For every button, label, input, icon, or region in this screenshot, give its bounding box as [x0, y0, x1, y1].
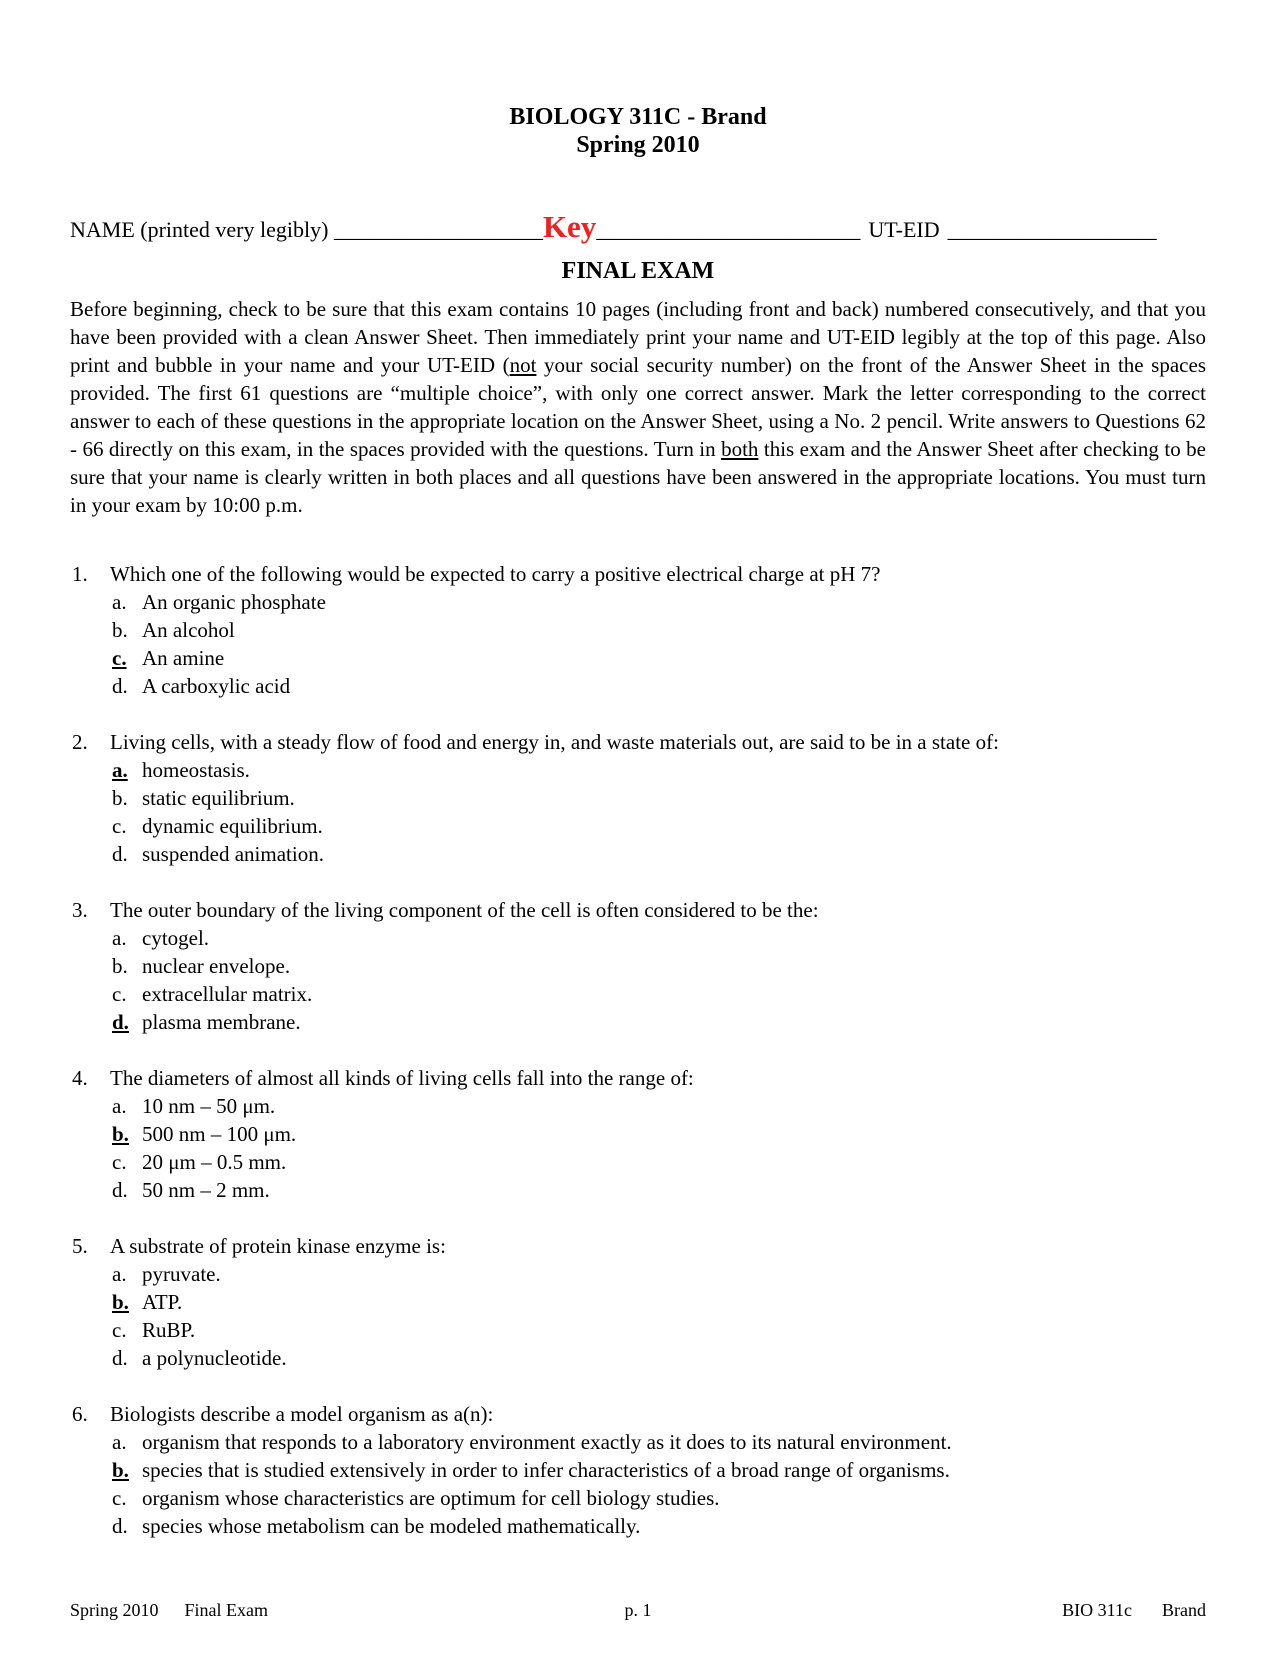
question-6-option-a	[70, 1428, 1206, 1456]
question-text: Living cells, with a steady flow of food and energy in, and waste materials out, are said to be in a state of:	[110, 730, 999, 754]
option-text: plasma membrane.	[142, 1010, 301, 1034]
option-letter: b.	[112, 954, 128, 978]
answer-key-text: Key	[542, 209, 597, 244]
correct-answer-letter: c.	[112, 646, 127, 670]
instructions-underlined-word: both	[721, 437, 759, 461]
question-6-option-b	[70, 1456, 1206, 1484]
question-number: 3.	[72, 898, 88, 922]
option-text: species whose metabolism can be modeled mathematically.	[142, 1514, 641, 1538]
option-text: pyruvate.	[142, 1262, 221, 1286]
option-text: organism that responds to a laboratory environment exactly as it does to its natural environment.	[142, 1430, 952, 1454]
question-text: Which one of the following would be expected to carry a positive electrical charge at pH 7?	[110, 562, 881, 586]
question-3-option-a	[70, 924, 1206, 952]
correct-answer-letter: b.	[112, 1290, 129, 1314]
uteid-label: UT-EID	[868, 217, 940, 242]
footer-term: Spring 2010	[70, 1600, 159, 1620]
question-2-option-d	[70, 840, 1206, 868]
option-text: RuBP.	[142, 1318, 196, 1342]
course-title: BIOLOGY 311C - Brand	[509, 104, 767, 130]
question-number: 2.	[72, 730, 88, 754]
question-6	[70, 1400, 1206, 1540]
instructions-text-segment: this exam and the Answer Sheet after checking to be sure that your name is clearly written in both places and all questions have been answered in the appropriate locations. You must turn in your exam by 10:00 p.m.	[70, 437, 1206, 517]
question-1	[70, 560, 1206, 700]
question-2-option-c	[70, 812, 1206, 840]
question-2-option-a	[70, 756, 1206, 784]
option-text: static equilibrium.	[142, 786, 295, 810]
question-3	[70, 896, 1206, 1036]
question-text: The outer boundary of the living component of the cell is often considered to be the:	[110, 898, 819, 922]
footer-page-number: p. 1	[624, 1600, 652, 1620]
question-1-option-b	[70, 616, 1206, 644]
name-label: NAME (printed very legibly)	[70, 217, 329, 242]
question-3-stem	[70, 896, 1206, 924]
questions-list	[70, 560, 1206, 1540]
option-letter: d.	[112, 1178, 128, 1202]
option-letter: c.	[112, 982, 127, 1006]
footer-instructor: Brand	[1162, 1600, 1206, 1620]
option-text: 10 nm – 50 μm.	[142, 1094, 276, 1118]
question-6-stem	[70, 1400, 1206, 1428]
option-letter: b.	[112, 618, 128, 642]
option-text: suspended animation.	[142, 842, 324, 866]
option-letter: a.	[112, 1430, 127, 1454]
footer-right	[1062, 1598, 1206, 1622]
option-text: extracellular matrix.	[142, 982, 313, 1006]
question-2-stem	[70, 728, 1206, 756]
option-letter: d.	[112, 1514, 128, 1538]
page-footer	[70, 1598, 1206, 1622]
correct-answer-letter: a.	[112, 758, 128, 782]
question-3-option-d	[70, 1008, 1206, 1036]
option-letter: d.	[112, 1346, 128, 1370]
name-line	[70, 209, 1206, 245]
question-3-option-b	[70, 952, 1206, 980]
question-5-option-a	[70, 1260, 1206, 1288]
footer-left	[70, 1598, 268, 1622]
option-text: 500 nm – 100 μm.	[142, 1122, 297, 1146]
question-4-stem	[70, 1064, 1206, 1092]
question-6-option-c	[70, 1484, 1206, 1512]
question-number: 1.	[72, 562, 88, 586]
option-text: nuclear envelope.	[142, 954, 291, 978]
option-text: cytogel.	[142, 926, 210, 950]
question-number: 4.	[72, 1066, 88, 1090]
option-text: A carboxylic acid	[142, 674, 291, 698]
instructions-text-segment: Before beginning, check to be sure that this exam contains 10 pages (including front and back) numbered consecutively, and that you have been provided with a clean Answer Sheet. Then immediately print your name and UT-EID legibly at the top of this page. Also print and bubble in your name and your UT-EID (	[70, 297, 1206, 377]
question-4-option-d	[70, 1176, 1206, 1204]
question-4	[70, 1064, 1206, 1204]
name-blank-right: ________________________	[596, 217, 861, 242]
question-number: 5.	[72, 1234, 88, 1258]
option-text: ATP.	[142, 1290, 183, 1314]
option-letter: a.	[112, 1262, 127, 1286]
term-title: Spring 2010	[576, 132, 700, 158]
option-letter: c.	[112, 1486, 127, 1510]
instructions-paragraph	[70, 295, 1206, 519]
option-text: 20 μm – 0.5 mm.	[142, 1150, 287, 1174]
question-number: 6.	[72, 1402, 88, 1426]
correct-answer-letter: b.	[112, 1458, 129, 1482]
question-1-option-d	[70, 672, 1206, 700]
name-blank-left: ___________________	[333, 217, 543, 242]
option-letter: b.	[112, 786, 128, 810]
question-text: A substrate of protein kinase enzyme is:	[110, 1234, 446, 1258]
correct-answer-letter: b.	[112, 1122, 129, 1146]
option-letter: c.	[112, 814, 127, 838]
exam-title: FINAL EXAM	[561, 258, 715, 284]
question-2-option-b	[70, 784, 1206, 812]
question-5	[70, 1232, 1206, 1372]
option-text: An amine	[142, 646, 225, 670]
question-5-option-d	[70, 1344, 1206, 1372]
correct-answer-letter: d.	[112, 1010, 129, 1034]
question-4-option-c	[70, 1148, 1206, 1176]
footer-inner	[70, 1598, 1206, 1622]
instructions-text-segment: your social security number) on the front of the Answer Sheet in the spaces provided. The first 61 questions are “multiple choice”, with only one correct answer. Mark the letter corresponding to the correct answer to each of these questions in the appropriate location on the Answer Sheet, using a No. 2 pencil. Write answers to Questions 62 - 66 directly on this exam, in the spaces provided with the questions. Turn in	[70, 353, 1206, 461]
option-letter: a.	[112, 590, 127, 614]
option-text: dynamic equilibrium.	[142, 814, 323, 838]
question-1-stem	[70, 560, 1206, 588]
uteid-blank: ___________________	[947, 217, 1157, 242]
option-text: An organic phosphate	[142, 590, 326, 614]
option-letter: d.	[112, 674, 128, 698]
question-3-option-c	[70, 980, 1206, 1008]
question-4-option-a	[70, 1092, 1206, 1120]
option-text: species that is studied extensively in order to infer characteristics of a broad range of organisms.	[142, 1458, 950, 1482]
option-text: 50 nm – 2 mm.	[142, 1178, 270, 1202]
page-content	[0, 103, 1280, 1540]
option-letter: a.	[112, 1094, 127, 1118]
question-5-stem	[70, 1232, 1206, 1260]
footer-exam-name: Final Exam	[184, 1600, 269, 1620]
question-text: Biologists describe a model organism as a(n):	[110, 1402, 494, 1426]
option-letter: c.	[112, 1318, 127, 1342]
footer-course: BIO 311c	[1062, 1600, 1132, 1620]
question-5-option-b	[70, 1288, 1206, 1316]
question-1-option-c	[70, 644, 1206, 672]
question-text: The diameters of almost all kinds of living cells fall into the range of:	[110, 1066, 694, 1090]
question-4-option-b	[70, 1120, 1206, 1148]
question-6-option-d	[70, 1512, 1206, 1540]
option-text: homeostasis.	[142, 758, 250, 782]
option-text: a polynucleotide.	[142, 1346, 287, 1370]
question-1-option-a	[70, 588, 1206, 616]
question-5-option-c	[70, 1316, 1206, 1344]
option-text: organism whose characteristics are optimum for cell biology studies.	[142, 1486, 720, 1510]
option-text: An alcohol	[142, 618, 235, 642]
question-2	[70, 728, 1206, 868]
option-letter: c.	[112, 1150, 127, 1174]
option-letter: d.	[112, 842, 128, 866]
instructions-underlined-word: not	[509, 353, 537, 377]
option-letter: a.	[112, 926, 127, 950]
